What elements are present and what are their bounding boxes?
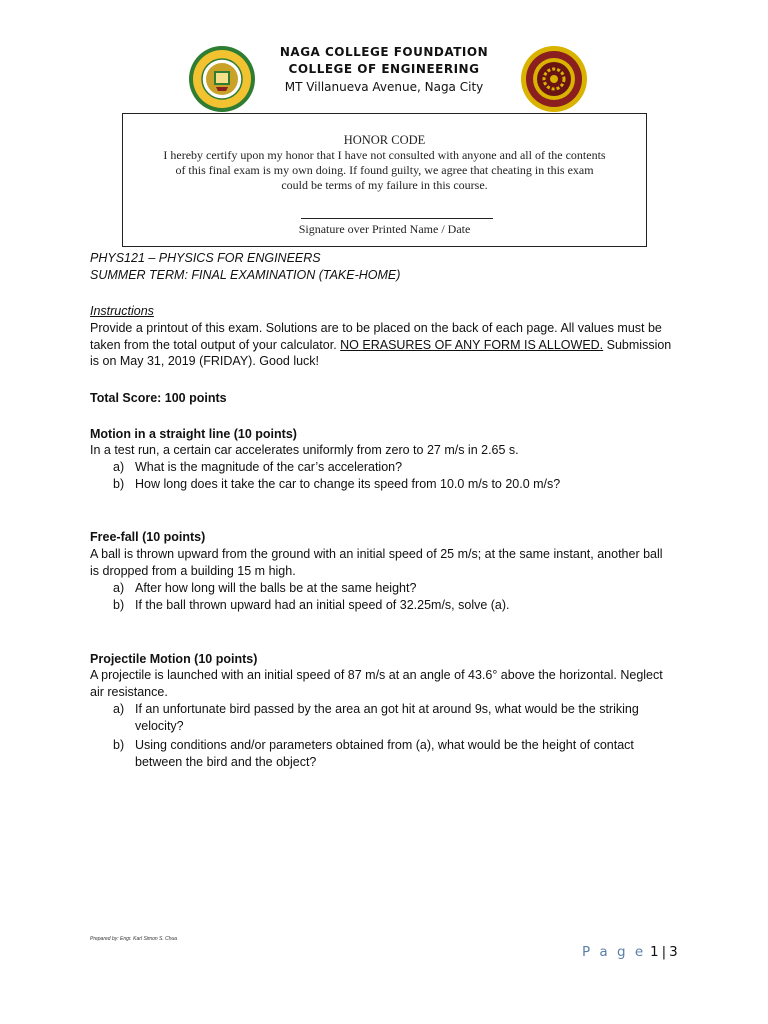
section-prompt: A ball is thrown upward from the ground with an initial speed of 25 m/s; at the same instant, another ball is dropped from a building 15 m high. (90, 547, 663, 578)
instructions-heading: Instructions (90, 304, 154, 318)
question-marker: a) (113, 460, 125, 474)
section-heading: Free-fall (10 points) (90, 530, 206, 544)
honor-code-box (122, 113, 647, 247)
course-title: PHYS121 – PHYSICS FOR ENGINEERS (90, 251, 321, 265)
question-marker: b) (113, 738, 125, 752)
question-marker: b) (113, 598, 125, 612)
section-heading: Motion in a straight line (10 points) (90, 427, 297, 441)
question-marker: a) (113, 581, 125, 595)
prepared-by-note: Prepared by: Engr. Karl Simon S. Chua (90, 936, 178, 942)
instructions-part1: Provide a printout of this exam. Solutions are to be placed on the back of each page. All values must be taken from the total output of your calculator. (90, 321, 662, 352)
section-heading: Projectile Motion (10 points) (90, 652, 258, 666)
page-current: 1 (649, 944, 659, 960)
instructions-text (90, 320, 680, 370)
institution-header (240, 44, 528, 96)
page-total: 3 (669, 944, 678, 960)
instructions-part2: Submission is on May 31, 2019 (FRIDAY). Good luck! (90, 337, 672, 368)
honor-code-title: HONOR CODE (343, 133, 426, 147)
honor-code-text: I hereby certify upon my honor that I have not consulted with anyone and all of the contents of this final exam is my own doing. If found guilty, we agree that cheating in this exam could be terms of my failure in this course. (163, 148, 606, 192)
question-text: If the ball thrown upward had an initial speed of 32.25m/s, solve (a). (135, 598, 510, 612)
section-prompt: In a test run, a certain car accelerates uniformly from zero to 27 m/s in 2.65 s. (90, 443, 519, 457)
exam-term: SUMMER TERM: FINAL EXAMINATION (TAKE-HOME) (90, 268, 401, 282)
total-score: Total Score: 100 points (90, 391, 227, 405)
no-erasures-notice: NO ERASURES OF ANY FORM IS ALLOWED. (340, 337, 604, 352)
page-number (582, 944, 678, 960)
signature-line (301, 218, 493, 219)
question-text: Using conditions and/or parameters obtained from (a), what would be the height of contact between the bird and the object? (135, 738, 634, 769)
page-word: P a g e (582, 944, 646, 960)
question-text: How long does it take the car to change its speed from 10.0 m/s to 20.0 m/s? (135, 477, 561, 491)
question-marker: a) (113, 702, 125, 716)
question-text: If an unfortunate bird passed by the area an got hit at around 9s, what would be the striking velocity? (135, 702, 639, 733)
question-text: After how long will the balls be at the same height? (135, 581, 417, 595)
school-address: MT Villanueva Avenue, Naga City (284, 80, 484, 94)
page-separator: | (661, 944, 667, 960)
question-text: What is the magnitude of the car’s acceleration? (135, 460, 403, 474)
question-marker: b) (113, 477, 125, 491)
signature-label: Signature over Printed Name / Date (298, 222, 471, 236)
college-name: COLLEGE OF ENGINEERING (288, 62, 480, 76)
school-name: NAGA COLLEGE FOUNDATION (279, 45, 489, 59)
engineering-seal-icon (520, 45, 588, 113)
section-prompt: A projectile is launched with an initial speed of 87 m/s at an angle of 43.6° above the horizontal. Neglect air resistance. (90, 668, 663, 699)
